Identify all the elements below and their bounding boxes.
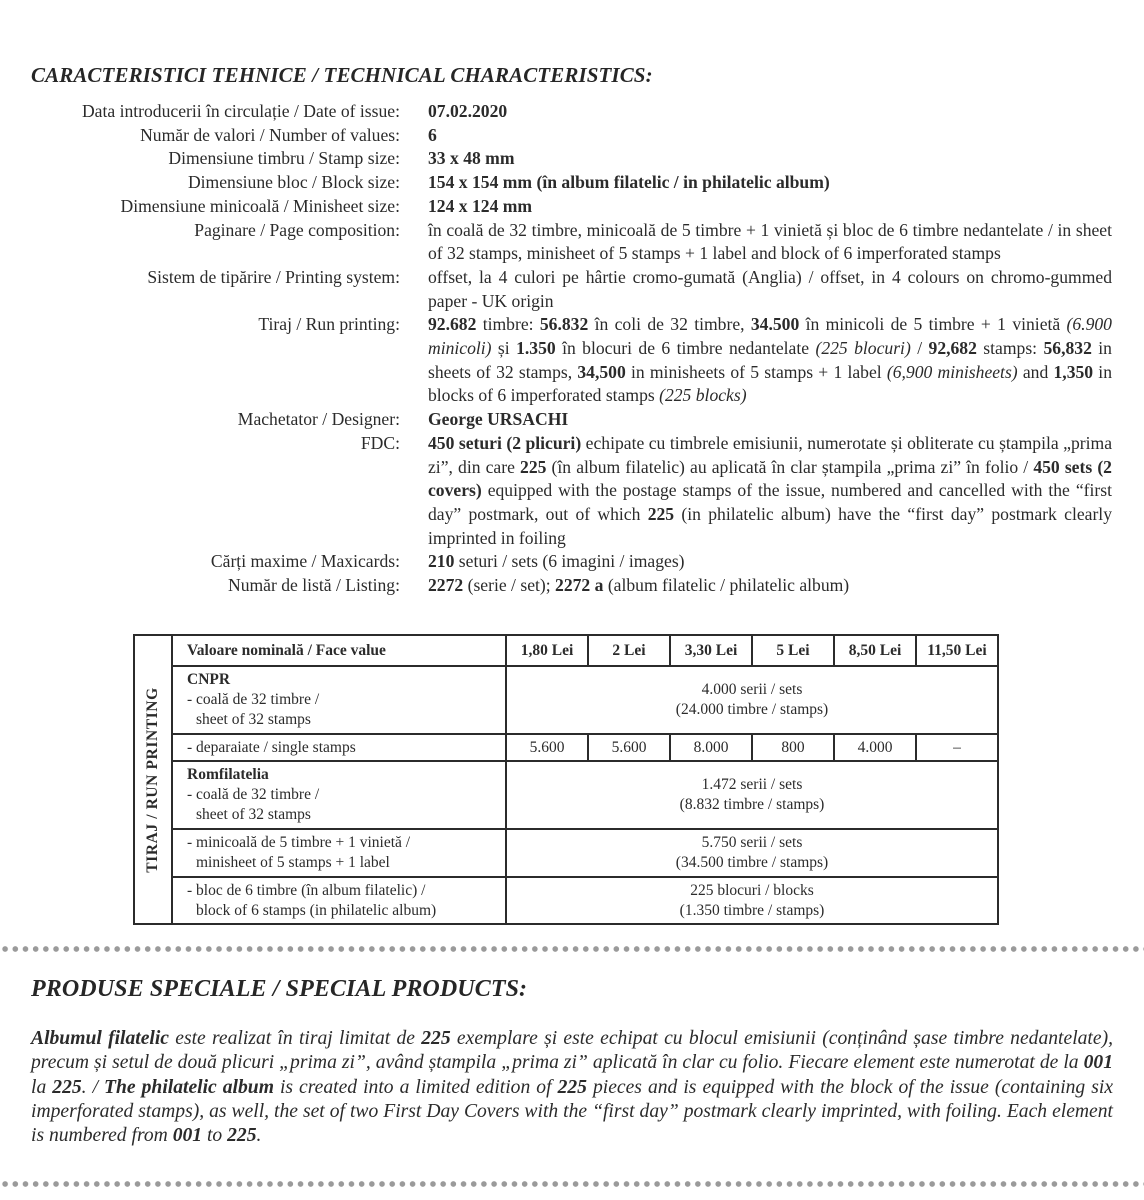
merged-line: 1.472 serii / sets: [701, 776, 803, 793]
spec-label: Sistem de tipărire / Printing system:: [147, 266, 400, 287]
face-value-col: 3,30 Lei: [670, 635, 752, 666]
section-title-special-products: PRODUSE SPECIALE / SPECIAL PRODUCTS:: [31, 976, 528, 1002]
table-cell: 5.600: [588, 734, 670, 761]
table-cell: 8.000: [670, 734, 752, 761]
row-line: - bloc de 6 timbre (în album filatelic) /: [187, 881, 426, 899]
row-label-block: [172, 877, 506, 924]
row-line: - coală de 32 timbre /: [187, 786, 320, 803]
spec-label: Tiraj / Run printing:: [258, 314, 400, 335]
spec-row-date: [0, 100, 1144, 124]
spec-value: 450 seturi (2 plicuri) echipate cu timbrele emisiunii, numerotate și obliterate cu ștampila „prima zi”, din care 225 (în album filatelic) au aplicată în clar ștampila „prima zi” în folio / 450 sets (2 covers) equipped with the postage stamps of the issue, numbered and cancelled with the “first day” postmark, out of which 225 (in philatelic album) have the “first day” postmark clearly imprinted in foiling: [428, 432, 1113, 548]
row-line: sheet of 32 stamps: [196, 806, 311, 823]
table-row-romfilatelia: [134, 761, 998, 829]
row-line: minisheet of 5 stamps + 1 label: [196, 854, 390, 871]
section-title-technical: CARACTERISTICI TEHNICE / TECHNICAL CHARACTERISTICS:: [31, 63, 653, 87]
merged-value-minisheet: [506, 829, 998, 877]
face-value-header: Valoare nominală / Face value: [172, 635, 506, 666]
side-label: TIRAJ / RUN PRINTING: [144, 686, 161, 873]
spec-value: offset, la 4 culori pe hârtie cromo-gumată (Anglia) / offset, in 4 colours on chromo-gummed paper - UK origin: [428, 266, 1112, 311]
merged-value-cnpr: [506, 666, 998, 734]
merged-value-block: [506, 877, 998, 924]
row-label-minisheet: [172, 829, 506, 877]
spec-row-stamp-size: [0, 147, 1144, 171]
row-line: - minicoală de 5 timbre + 1 vinietă /: [187, 834, 411, 851]
spec-row-minisheet-size: [0, 195, 1144, 219]
merged-line: 4.000 serii / sets: [701, 681, 803, 698]
side-label-cell: [134, 635, 172, 924]
spec-value: 33 x 48 mm: [428, 148, 515, 169]
spec-value: 6: [428, 124, 437, 145]
row-group-name: CNPR: [187, 671, 231, 688]
spec-label: Machetator / Designer:: [237, 409, 400, 430]
run-printing-table-wrap: [133, 634, 999, 925]
spec-label: Număr de valori / Number of values:: [140, 124, 400, 145]
spec-row-designer: [0, 408, 1144, 432]
spec-label: Număr de listă / Listing:: [227, 575, 400, 596]
face-value-col: 8,50 Lei: [834, 635, 916, 666]
spec-label: Dimensiune bloc / Block size:: [187, 172, 400, 193]
merged-line: (34.500 timbre / stamps): [675, 854, 829, 871]
row-label-cnpr: [172, 666, 506, 734]
spec-value: în coală de 32 timbre, minicoală de 5 timbre + 1 vinietă și bloc de 6 timbre nedantelate / in sheet of 32 stamps, minisheet of 5 stamps + 1 label and block of 6 imperforated stamps: [428, 219, 1112, 264]
table-header-row: [134, 635, 998, 666]
spec-value: 124 x 124 mm: [428, 195, 533, 216]
merged-line: 225 blocuri / blocks: [690, 881, 814, 899]
spec-label: Cărți maxime / Maxicards:: [210, 551, 400, 572]
spec-label: Data introducerii în circulație / Date of issue:: [81, 101, 400, 121]
table-cell: –: [916, 734, 998, 761]
technical-specs: [0, 100, 1144, 598]
table-row-block: [134, 877, 998, 924]
row-label-romfilatelia: [172, 761, 506, 829]
spec-row-page-composition: [0, 219, 1144, 266]
spec-label: FDC:: [360, 432, 400, 453]
spec-value: 07.02.2020: [428, 101, 508, 121]
merged-line: (24.000 timbre / stamps): [675, 701, 829, 718]
spec-row-fdc: [0, 432, 1144, 551]
spec-value: 210 seturi / sets (6 imagini / images): [428, 551, 685, 572]
spec-label: Dimensiune minicoală / Minisheet size:: [120, 195, 400, 216]
table-row-cnpr: [134, 666, 998, 734]
table-row-single: [134, 734, 998, 761]
spec-row-printing-system: [0, 266, 1144, 313]
spec-value: 92.682 timbre: 56.832 în coli de 32 timbre, 34.500 în minicoli de 5 timbre + 1 vinietă (6.900 minicoli) și 1.350 în blocuri de 6 timbre nedantelate (225 blocuri) / 92,682 stamps: 56,832 in sheets of 32 stamps, 34,500 in minisheets of 5 stamps + 1 label (6,900 minisheets) and 1,350 in blocks of 6 imperforated stamps (225 blocks): [428, 314, 1112, 406]
row-label-single: - deparaiate / single stamps: [172, 734, 506, 761]
spec-value: George URSACHI: [428, 409, 569, 430]
dotted-divider: [0, 945, 1144, 953]
merged-line: (8.832 timbre / stamps): [679, 796, 825, 813]
merged-line: 5.750 serii / sets: [701, 834, 803, 851]
spec-row-block-size: [0, 171, 1144, 195]
merged-value-romfilatelia: [506, 761, 998, 829]
spec-value: 2272 (serie / set); 2272 a (album filatelic / philatelic album): [428, 575, 850, 596]
face-value-col: 2 Lei: [588, 635, 670, 666]
spec-row-maxicards: [0, 550, 1144, 574]
spec-row-values: [0, 124, 1144, 148]
spec-label: Dimensiune timbru / Stamp size:: [168, 148, 400, 169]
face-value-col: 11,50 Lei: [916, 635, 998, 666]
table-cell: 800: [752, 734, 834, 761]
row-line: sheet of 32 stamps: [196, 711, 311, 728]
face-value-col: 5 Lei: [752, 635, 834, 666]
spec-row-run-printing: [0, 313, 1144, 408]
table-row-minisheet: [134, 829, 998, 877]
row-group-name: Romfilatelia: [187, 766, 269, 783]
table-cell: 4.000: [834, 734, 916, 761]
run-printing-table: [133, 634, 999, 925]
row-line: block of 6 stamps (in philatelic album): [196, 901, 437, 919]
spec-row-listing: [0, 574, 1144, 598]
row-line: - coală de 32 timbre /: [187, 691, 320, 708]
spec-label: Paginare / Page composition:: [194, 219, 400, 240]
table-cell: 5.600: [506, 734, 588, 761]
face-value-col: 1,80 Lei: [506, 635, 588, 666]
merged-line: (1.350 timbre / stamps): [679, 901, 825, 919]
spec-value: 154 x 154 mm (în album filatelic / in philatelic album): [428, 172, 830, 193]
special-products-paragraph: Albumul filatelic este realizat în tiraj limitat de 225 exemplare și este echipat cu blocul emisiunii (conținând șase timbre nedantelate), precum și setul de două plicuri „prima zi”, având ștampila „prima zi” aplicată în clar cu folio. Fiecare element este numerotat de la 001 la 225. / The philatelic album is created into a limited edition of 225 pieces and is equipped with the block of the issue (containing six imperforated stamps), as well, the set of two First Day Covers with the “first day” postmark clearly imprinted, with foiling. Each element is numbered from 001 to 225.: [31, 1028, 1114, 1147]
dotted-divider-bottom: [0, 1180, 1144, 1188]
